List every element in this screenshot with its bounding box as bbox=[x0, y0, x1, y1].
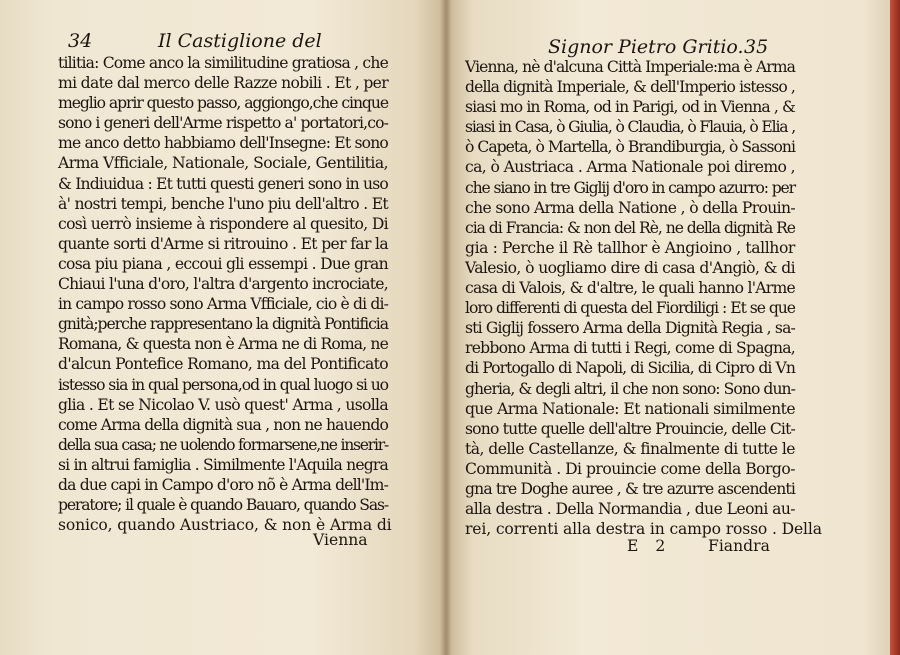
left-page-text-line: tilitia: Come anco la similitudine gratiosa , che bbox=[58, 54, 388, 72]
left-page-text-line: à' nostri tempi, benche l'uno piu dell'altro . Et bbox=[58, 194, 388, 213]
right-page-text-line: cia di Francia: & non del Rè, ne della dignità Re bbox=[465, 218, 795, 237]
right-page-text-line: di Portogallo di Napoli, di Sicilia, di Cipro di Vn bbox=[465, 359, 795, 378]
right-page-text-line: ca, ò Austriaca . Arma Nationale poi diremo , bbox=[465, 158, 795, 177]
right-page-text-line: Communità . Di prouincie come della Borgo- bbox=[465, 459, 795, 478]
right-page-text-line: siasi mo in Roma, od in Parigi, od in Vienna , & bbox=[465, 98, 795, 117]
left-page-text-line: da due capi in Campo d'oro nõ è Arma dell'Im- bbox=[58, 475, 388, 494]
left-page-text-line: gnità;perche rappresentano la dignità Pontificia bbox=[58, 315, 388, 334]
book-gutter bbox=[440, 0, 452, 655]
left-page-text-line: si in altrui famiglia . Similmente l'Aquila negra bbox=[58, 455, 388, 474]
left-page-text-line: così uerrò insieme à rispondere al quesito, Di bbox=[58, 214, 388, 233]
left-page-text-line: peratore; il quale è quando Bauaro, quando Sas- bbox=[58, 496, 388, 515]
right-page-text-line: siasi in Casa, ò Giulia, ò Claudia, ò Flauia, ò Elia , bbox=[465, 118, 795, 137]
left-page-text-line: me anco detto habbiamo dell'Insegne: Et sono bbox=[58, 134, 388, 153]
right-page-text-line: rebbono Arma di tutti i Regi, come di Spagna, bbox=[465, 339, 795, 358]
left-catchword: Vienna bbox=[313, 531, 368, 549]
right-text-block bbox=[465, 57, 822, 539]
left-page-text-line: sonico, quando Austriaco, & non è Arma di bbox=[58, 516, 392, 535]
right-page-text-line: gheria, & degli altri, il che non sono: Sono dun- bbox=[465, 379, 795, 398]
right-page-text-line: gna tre Doghe auree , & tre azurre ascendenti bbox=[465, 479, 795, 498]
left-page-text-line: Romana, & questa non è Arma ne di Roma, ne bbox=[58, 335, 388, 354]
right-signature-mark: E 2 bbox=[627, 537, 666, 555]
left-page-text-line: in campo rosso sono Arma Vfficiale, cio è di di- bbox=[58, 295, 388, 314]
right-page-text-line: loro differenti di questa del Fiordiligi : Et se que bbox=[465, 299, 795, 318]
right-page-text-line: que Arma Nationale: Et nationali similmente bbox=[465, 399, 795, 418]
right-folio: 35 bbox=[744, 36, 769, 58]
right-page-text-line: rei, correnti alla destra in campo rosso . Della bbox=[465, 520, 822, 539]
left-page-text-line: meglio aprir questo passo, aggiongo,che cinque bbox=[58, 94, 388, 113]
left-folio: 34 bbox=[68, 30, 93, 52]
left-page-text-line: Arma Vfficiale, Nationale, Sociale, Gentilitia, bbox=[58, 154, 388, 173]
right-page bbox=[446, 0, 900, 655]
right-page-text-line: della dignità Imperiale, & dell'Imperio istesso , bbox=[465, 78, 795, 97]
right-page-text-line: Valesio, ò uogliamo dire di casa d'Angiò, & di bbox=[465, 258, 795, 277]
right-page-text-line: ò Capeta, ò Martella, ò Brandiburgia, ò Sassoni bbox=[465, 138, 795, 157]
right-running-head: Signor Pietro Gritio. bbox=[548, 36, 744, 58]
left-page-text-line: come Arma della dignità sua , non ne hauendo bbox=[58, 415, 388, 434]
right-page-text-line: che sono Arma della Natione , ò della Prouin- bbox=[465, 198, 795, 217]
left-page-text-line: sono i generi dell'Arme rispetto a' portatori,co- bbox=[58, 114, 388, 133]
left-running-head: Il Castiglione del bbox=[158, 30, 322, 52]
right-page-text-line: gia : Perche il Rè tallhor è Angioino , tallhor bbox=[465, 238, 795, 257]
left-page-text-line: mi date dal merco delle Razze nobili . Et , per bbox=[58, 74, 388, 93]
left-page-text-line: istesso sia in qual persona,od in qual luogo si uo bbox=[58, 375, 388, 394]
left-page-text-line: d'alcun Pontefice Romano, ma del Pontificato bbox=[58, 355, 388, 374]
binding-edge bbox=[890, 0, 900, 655]
right-page-text-line: sono tutte quelle dell'altre Prouincie, delle Cit- bbox=[465, 419, 795, 438]
right-page-text-line: alla destra . Della Normandia , due Leoni au- bbox=[465, 500, 795, 519]
left-page-text-line: glia . Et se Nicolao V. usò quest' Arma , usolla bbox=[58, 395, 388, 414]
right-page-text-line: sti Giglij fossero Arma della Dignità Regia , sa- bbox=[465, 319, 795, 338]
right-page-text-line: casa di Valois, & d'altre, le quali hanno l'Arme bbox=[465, 279, 795, 298]
right-catchword: Fiandra bbox=[708, 537, 770, 555]
left-page-text-line: cosa piu piana , eccoui gli essempi . Due gran bbox=[58, 254, 388, 273]
left-page-text-line: quante sorti d'Arme si ritrouino . Et per far la bbox=[58, 234, 388, 253]
left-text-block bbox=[58, 53, 392, 535]
right-page-text-line: Vienna, nè d'alcuna Città Imperiale:ma è Arma bbox=[465, 58, 795, 76]
right-page-text-line: tà, delle Castellanze, & finalmente di tutte le bbox=[465, 439, 795, 458]
left-page bbox=[0, 0, 446, 655]
left-page-text-line: della sua casa; ne uolendo formarsene,ne inserir- bbox=[58, 435, 388, 454]
left-page-text-line: & Indiuidua : Et tutti questi generi sono in uso bbox=[58, 174, 388, 193]
right-page-text-line: che siano in tre Giglij d'oro in campo azurro: per bbox=[465, 178, 795, 197]
left-page-text-line: Chiaui l'una d'oro, l'altra d'argento incrociate, bbox=[58, 275, 388, 294]
